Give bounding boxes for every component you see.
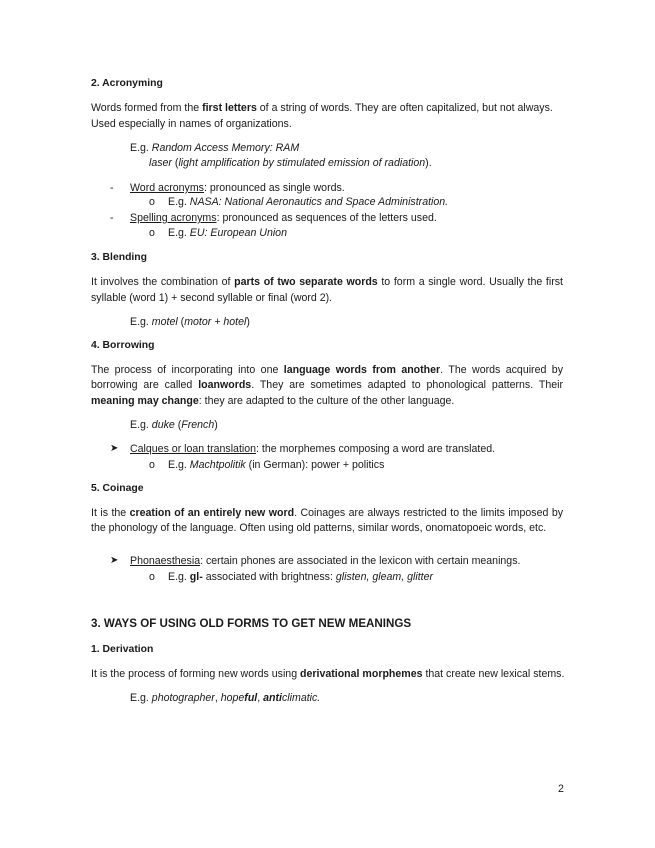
blending-line1: It involves the combination of parts of two separate words to form a single word. Usually the first — [91, 276, 563, 288]
arrow-bullet-icon: ➤ — [110, 555, 119, 566]
circle-bullet: o — [149, 459, 155, 471]
dash-bullet: - — [110, 182, 114, 194]
acronyming-intro-line1: Words formed from the first letters of a string of words. They are often capitalized, but not always. — [91, 102, 553, 114]
circle-bullet: o — [149, 227, 155, 239]
borrowing-example-duke: E.g. duke (French) — [130, 419, 218, 431]
borrowing-line3: meaning may change: they are adapted to the culture of the other language. — [91, 395, 455, 407]
example-eu: E.g. EU: European Union — [168, 227, 287, 239]
coinage-line2: the phonology of the language. Often using old patterns, similar words, onomatopoeic words, etc. — [91, 522, 547, 534]
page-number: 2 — [558, 783, 564, 795]
acronyming-example-ram: E.g. Random Access Memory: RAM — [130, 142, 300, 154]
circle-bullet: o — [149, 571, 155, 583]
bullet-spelling-acronyms: Spelling acronyms: pronounced as sequences of the letters used. — [130, 212, 437, 224]
derivation-line1: It is the process of forming new words using derivational morphemes that create new lexical stems. — [91, 668, 565, 680]
heading-ways-old-forms: 3. WAYS OF USING OLD FORMS TO GET NEW MEANINGS — [91, 617, 412, 630]
dash-bullet: - — [110, 212, 114, 224]
heading-coinage: 5. Coinage — [91, 483, 144, 494]
acronyming-intro-line2: Used especially in names of organizations. — [91, 118, 292, 130]
example-machtpolitik: E.g. Machtpolitik (in German): power + politics — [168, 459, 385, 471]
example-gl: E.g. gl- associated with brightness: glisten, gleam, glitter — [168, 571, 433, 583]
blending-example-motel: E.g. motel (motor + hotel) — [130, 316, 250, 328]
derivation-example: E.g. photographer, hopeful, anticlimatic. — [130, 692, 321, 704]
coinage-line1: It is the creation of an entirely new word. Coinages are always restricted to the limits imposed by — [91, 507, 564, 519]
heading-blending: 3. Blending — [91, 252, 147, 263]
bullet-phonaesthesia: Phonaesthesia: certain phones are associated in the lexicon with certain meanings. — [130, 555, 521, 567]
example-nasa: E.g. NASA: National Aeronautics and Space Administration. — [168, 196, 449, 208]
arrow-bullet-icon: ➤ — [110, 443, 119, 454]
circle-bullet: o — [149, 196, 155, 208]
heading-derivation: 1. Derivation — [91, 644, 154, 655]
borrowing-line2: borrowing are called loanwords. They are sometimes adapted to phonological patterns. Their — [91, 379, 563, 391]
borrowing-line1: The process of incorporating into one language words from another. The words acquired by — [91, 364, 563, 376]
bullet-calques: Calques or loan translation: the morphemes composing a word are translated. — [130, 443, 496, 455]
heading-borrowing: 4. Borrowing — [91, 340, 155, 351]
blending-line2: syllable (word 1) + second syllable or final (word 2). — [91, 292, 333, 304]
heading-acronyming: 2. Acronyming — [91, 78, 163, 89]
acronyming-example-laser: laser (light amplification by stimulated emission of radiation). — [149, 157, 432, 169]
bullet-word-acronyms: Word acronyms: pronounced as single words. — [130, 182, 345, 194]
